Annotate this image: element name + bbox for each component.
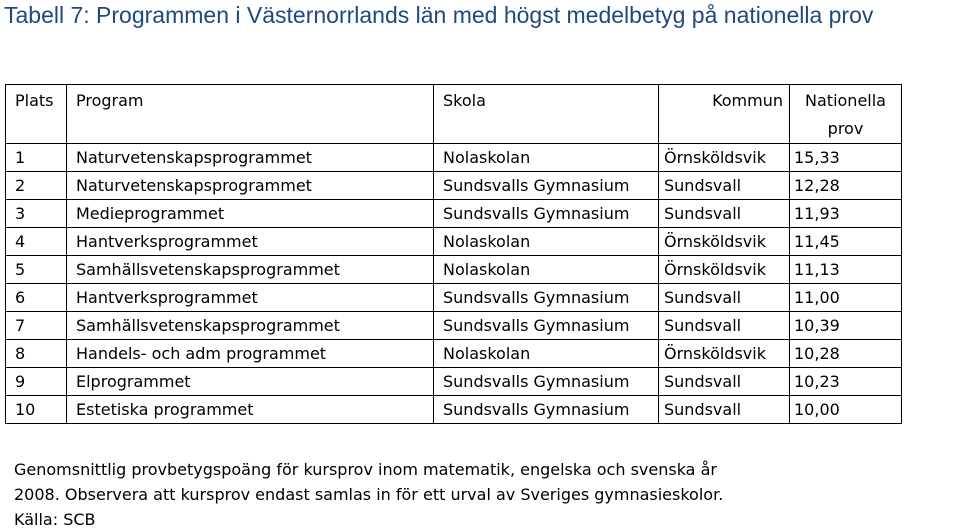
cell-kommun: Sundsvall <box>659 396 790 424</box>
cell-plats: 9 <box>6 368 67 396</box>
cell-plats: 5 <box>6 256 67 284</box>
cell-skola: Sundsvalls Gymnasium <box>434 368 659 396</box>
table-row <box>6 340 902 368</box>
cell-plats: 6 <box>6 284 67 312</box>
cell-program: Samhällsvetenskapsprogrammet <box>67 256 434 284</box>
cell-prov: 11,13 <box>790 256 902 284</box>
cell-program: Naturvetenskapsprogrammet <box>67 144 434 172</box>
table-header-row <box>6 85 902 144</box>
cell-skola: Nolaskolan <box>434 256 659 284</box>
cell-prov: 10,39 <box>790 312 902 340</box>
cell-program: Medieprogrammet <box>67 200 434 228</box>
table-row <box>6 144 902 172</box>
cell-skola: Sundsvalls Gymnasium <box>434 284 659 312</box>
header-program: Program <box>67 85 434 144</box>
table-row <box>6 172 902 200</box>
cell-plats: 4 <box>6 228 67 256</box>
cell-kommun: Sundsvall <box>659 172 790 200</box>
cell-kommun: Örnsköldsvik <box>659 256 790 284</box>
cell-kommun: Örnsköldsvik <box>659 228 790 256</box>
table-row <box>6 312 902 340</box>
cell-plats: 2 <box>6 172 67 200</box>
cell-program: Estetiska programmet <box>67 396 434 424</box>
cell-skola: Sundsvalls Gymnasium <box>434 312 659 340</box>
cell-program: Hantverksprogrammet <box>67 228 434 256</box>
cell-plats: 10 <box>6 396 67 424</box>
cell-program: Elprogrammet <box>67 368 434 396</box>
cell-kommun: Sundsvall <box>659 200 790 228</box>
table-row <box>6 200 902 228</box>
cell-prov: 11,00 <box>790 284 902 312</box>
table-body <box>6 85 902 424</box>
cell-kommun: Örnsköldsvik <box>659 144 790 172</box>
table-row <box>6 284 902 312</box>
cell-skola: Sundsvalls Gymnasium <box>434 396 659 424</box>
header-kommun: Kommun <box>659 85 790 144</box>
footnote <box>14 457 944 532</box>
header-plats: Plats <box>6 85 67 144</box>
cell-plats: 7 <box>6 312 67 340</box>
cell-program: Hantverksprogrammet <box>67 284 434 312</box>
cell-skola: Sundsvalls Gymnasium <box>434 200 659 228</box>
cell-plats: 3 <box>6 200 67 228</box>
cell-skola: Nolaskolan <box>434 144 659 172</box>
cell-plats: 1 <box>6 144 67 172</box>
results-table <box>5 84 902 424</box>
source-line: Källa: SCB <box>14 510 96 529</box>
table-row <box>6 396 902 424</box>
cell-skola: Sundsvalls Gymnasium <box>434 172 659 200</box>
table-row <box>6 368 902 396</box>
cell-skola: Nolaskolan <box>434 340 659 368</box>
cell-prov: 10,23 <box>790 368 902 396</box>
cell-program: Samhällsvetenskapsprogrammet <box>67 312 434 340</box>
cell-prov: 10,00 <box>790 396 902 424</box>
footnote-line-2: 2008. Observera att kursprov endast samlas in för ett urval av Sveriges gymnasieskolor. <box>14 485 724 504</box>
cell-program: Handels- och adm programmet <box>67 340 434 368</box>
cell-kommun: Sundsvall <box>659 284 790 312</box>
cell-kommun: Sundsvall <box>659 312 790 340</box>
document-title: Tabell 7: Programmen i Västernorrlands län med högst medelbetyg på nationella prov <box>4 2 874 28</box>
cell-program: Naturvetenskapsprogrammet <box>67 172 434 200</box>
cell-prov: 12,28 <box>790 172 902 200</box>
cell-kommun: Sundsvall <box>659 368 790 396</box>
cell-prov: 11,93 <box>790 200 902 228</box>
header-skola: Skola <box>434 85 659 144</box>
cell-skola: Nolaskolan <box>434 228 659 256</box>
cell-kommun: Örnsköldsvik <box>659 340 790 368</box>
header-nationella-prov: Nationella prov <box>790 85 902 144</box>
footnote-line-1: Genomsnittlig provbetygspoäng för kursprov inom matematik, engelska och svenska år <box>14 460 717 479</box>
cell-prov: 15,33 <box>790 144 902 172</box>
cell-plats: 8 <box>6 340 67 368</box>
table-row <box>6 256 902 284</box>
table-row <box>6 228 902 256</box>
cell-prov: 10,28 <box>790 340 902 368</box>
cell-prov: 11,45 <box>790 228 902 256</box>
